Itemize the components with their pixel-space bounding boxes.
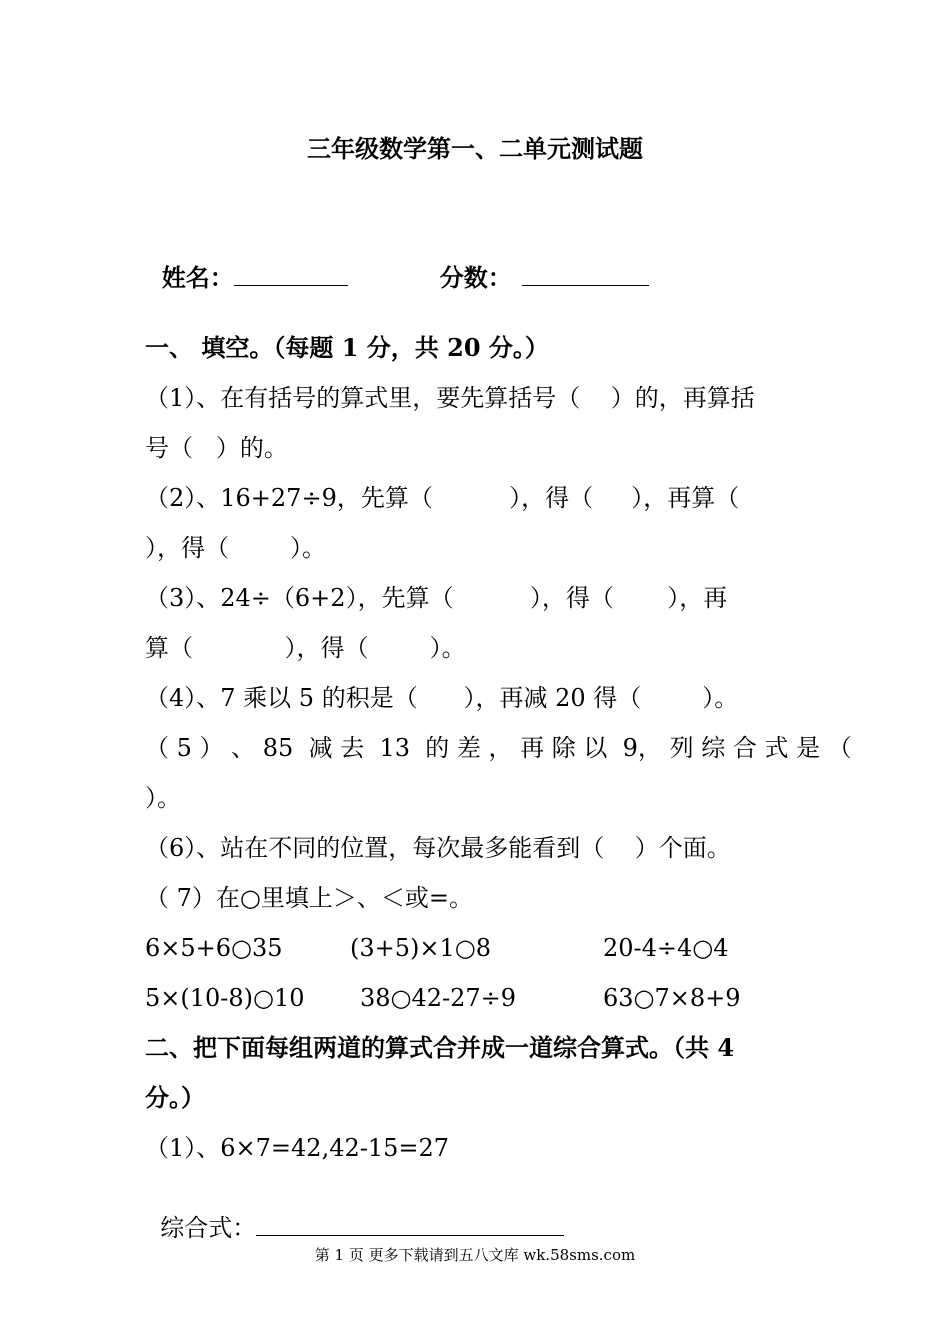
question-5-line-2: ）。 <box>145 784 181 812</box>
question-4: （4）、7 乘以 5 的积是（ ），再减 20 得（ ）。 <box>145 684 739 712</box>
question-5-line-1: （ 5 ） 、 85 减 去 13 的 差 ， 再 除 以 9， 列 综 合 式 是 （ <box>145 734 852 762</box>
page-title: 三年级数学第一、二单元测试题 <box>307 134 643 163</box>
compare-item: 5×(10-8)○10 <box>145 984 305 1012</box>
question-2-line-2: ），得（ ）。 <box>145 534 327 562</box>
compare-item: 20-4÷4○4 <box>603 934 729 962</box>
score-blank[interactable] <box>522 263 649 286</box>
compare-item: 38○42-27÷9 <box>360 984 517 1012</box>
name-blank[interactable] <box>234 263 348 286</box>
question-1-line-1: （1）、在有括号的算式里，要先算括号（ ）的，再算括 <box>145 384 755 412</box>
student-info-row <box>145 233 649 293</box>
section2-heading-line-1: 二、把下面每组两道的算式合并成一道综合算式。（共 4 <box>145 1033 735 1062</box>
question-6: （6）、站在不同的位置，每次最多能看到（ ）个面。 <box>145 834 731 862</box>
page-footer: 第 1 页 更多下载请到五八文库 wk.58sms.com <box>314 1246 636 1264</box>
question-2-line-1: （2）、16+27÷9，先算（ ），得（ ），再算（ <box>145 484 740 512</box>
section2-question-1: （1）、6×7=42,42-15=27 <box>145 1134 450 1162</box>
answer-label: 综合式： <box>160 1214 257 1242</box>
answer-row <box>145 1183 564 1243</box>
question-1-line-2: 号（ ）的。 <box>145 434 288 462</box>
question-3-line-2: 算（ ），得（ ）。 <box>145 634 466 662</box>
name-label: 姓名： <box>161 263 234 292</box>
compare-item: 6×5+6○35 <box>145 934 283 962</box>
compare-item: (3+5)×1○8 <box>350 934 491 962</box>
answer-blank[interactable] <box>256 1213 564 1236</box>
question-7: （ 7）在○里填上＞、＜或=。 <box>145 884 473 912</box>
question-3-line-1: （3）、24÷（6+2），先算（ ），得（ ），再 <box>145 584 728 612</box>
section1-heading: 一、 填空。（每题 1 分，共 20 分。） <box>145 333 549 362</box>
score-label: 分数： <box>439 263 512 292</box>
section2-heading-line-2: 分。） <box>145 1083 205 1112</box>
compare-item: 63○7×8+9 <box>603 984 741 1012</box>
